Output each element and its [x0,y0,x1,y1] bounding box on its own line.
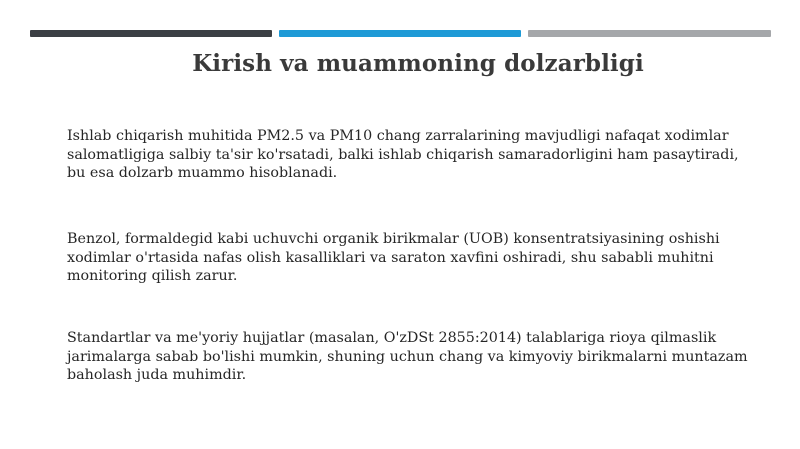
paragraph-line: baholash juda muhimdir. [67,367,247,383]
slide-title: Kirish va muammoning dolzarbligi [192,50,644,77]
paragraph-standards [67,329,757,385]
paragraph-line: xodimlar o'rtasida nafas olish kasalliklari va saraton xavfini oshiradi, shu sababli muhitni [67,249,714,266]
paragraph-line: Benzol, formaldegid kabi uchuvchi organik birikmalar (UOB) konsentratsiyasining oshishi [67,231,720,247]
paragraph-line: Ishlab chiqarish muhitida PM2.5 va PM10 chang zarralarining mavjudligi nafaqat xodimlar [67,128,729,144]
accent-bar-blue [279,30,521,37]
paragraph-line: bu esa dolzarb muammo hisoblanadi. [67,165,338,181]
accent-bar-dark [30,30,272,37]
accent-bar-gray [528,30,771,37]
paragraph-line: Standartlar va me'yoriy hujjatlar (masalan, O'zDSt 2855:2014) talablariga rioya qilmaslik [67,330,717,346]
paragraph-voc [67,230,757,286]
paragraph-pm-dust [67,127,757,183]
paragraph-line: jarimalarga sabab bo'lishi mumkin, shuning uchun chang va kimyoviy birikmalarni muntazam [67,348,748,365]
paragraph-line: salomatligiga salbiy ta'sir ko'rsatadi, balki ishlab chiqarish samaradorligini ham pasaytiradi, [67,146,739,163]
paragraph-line: monitoring qilish zarur. [67,268,238,284]
